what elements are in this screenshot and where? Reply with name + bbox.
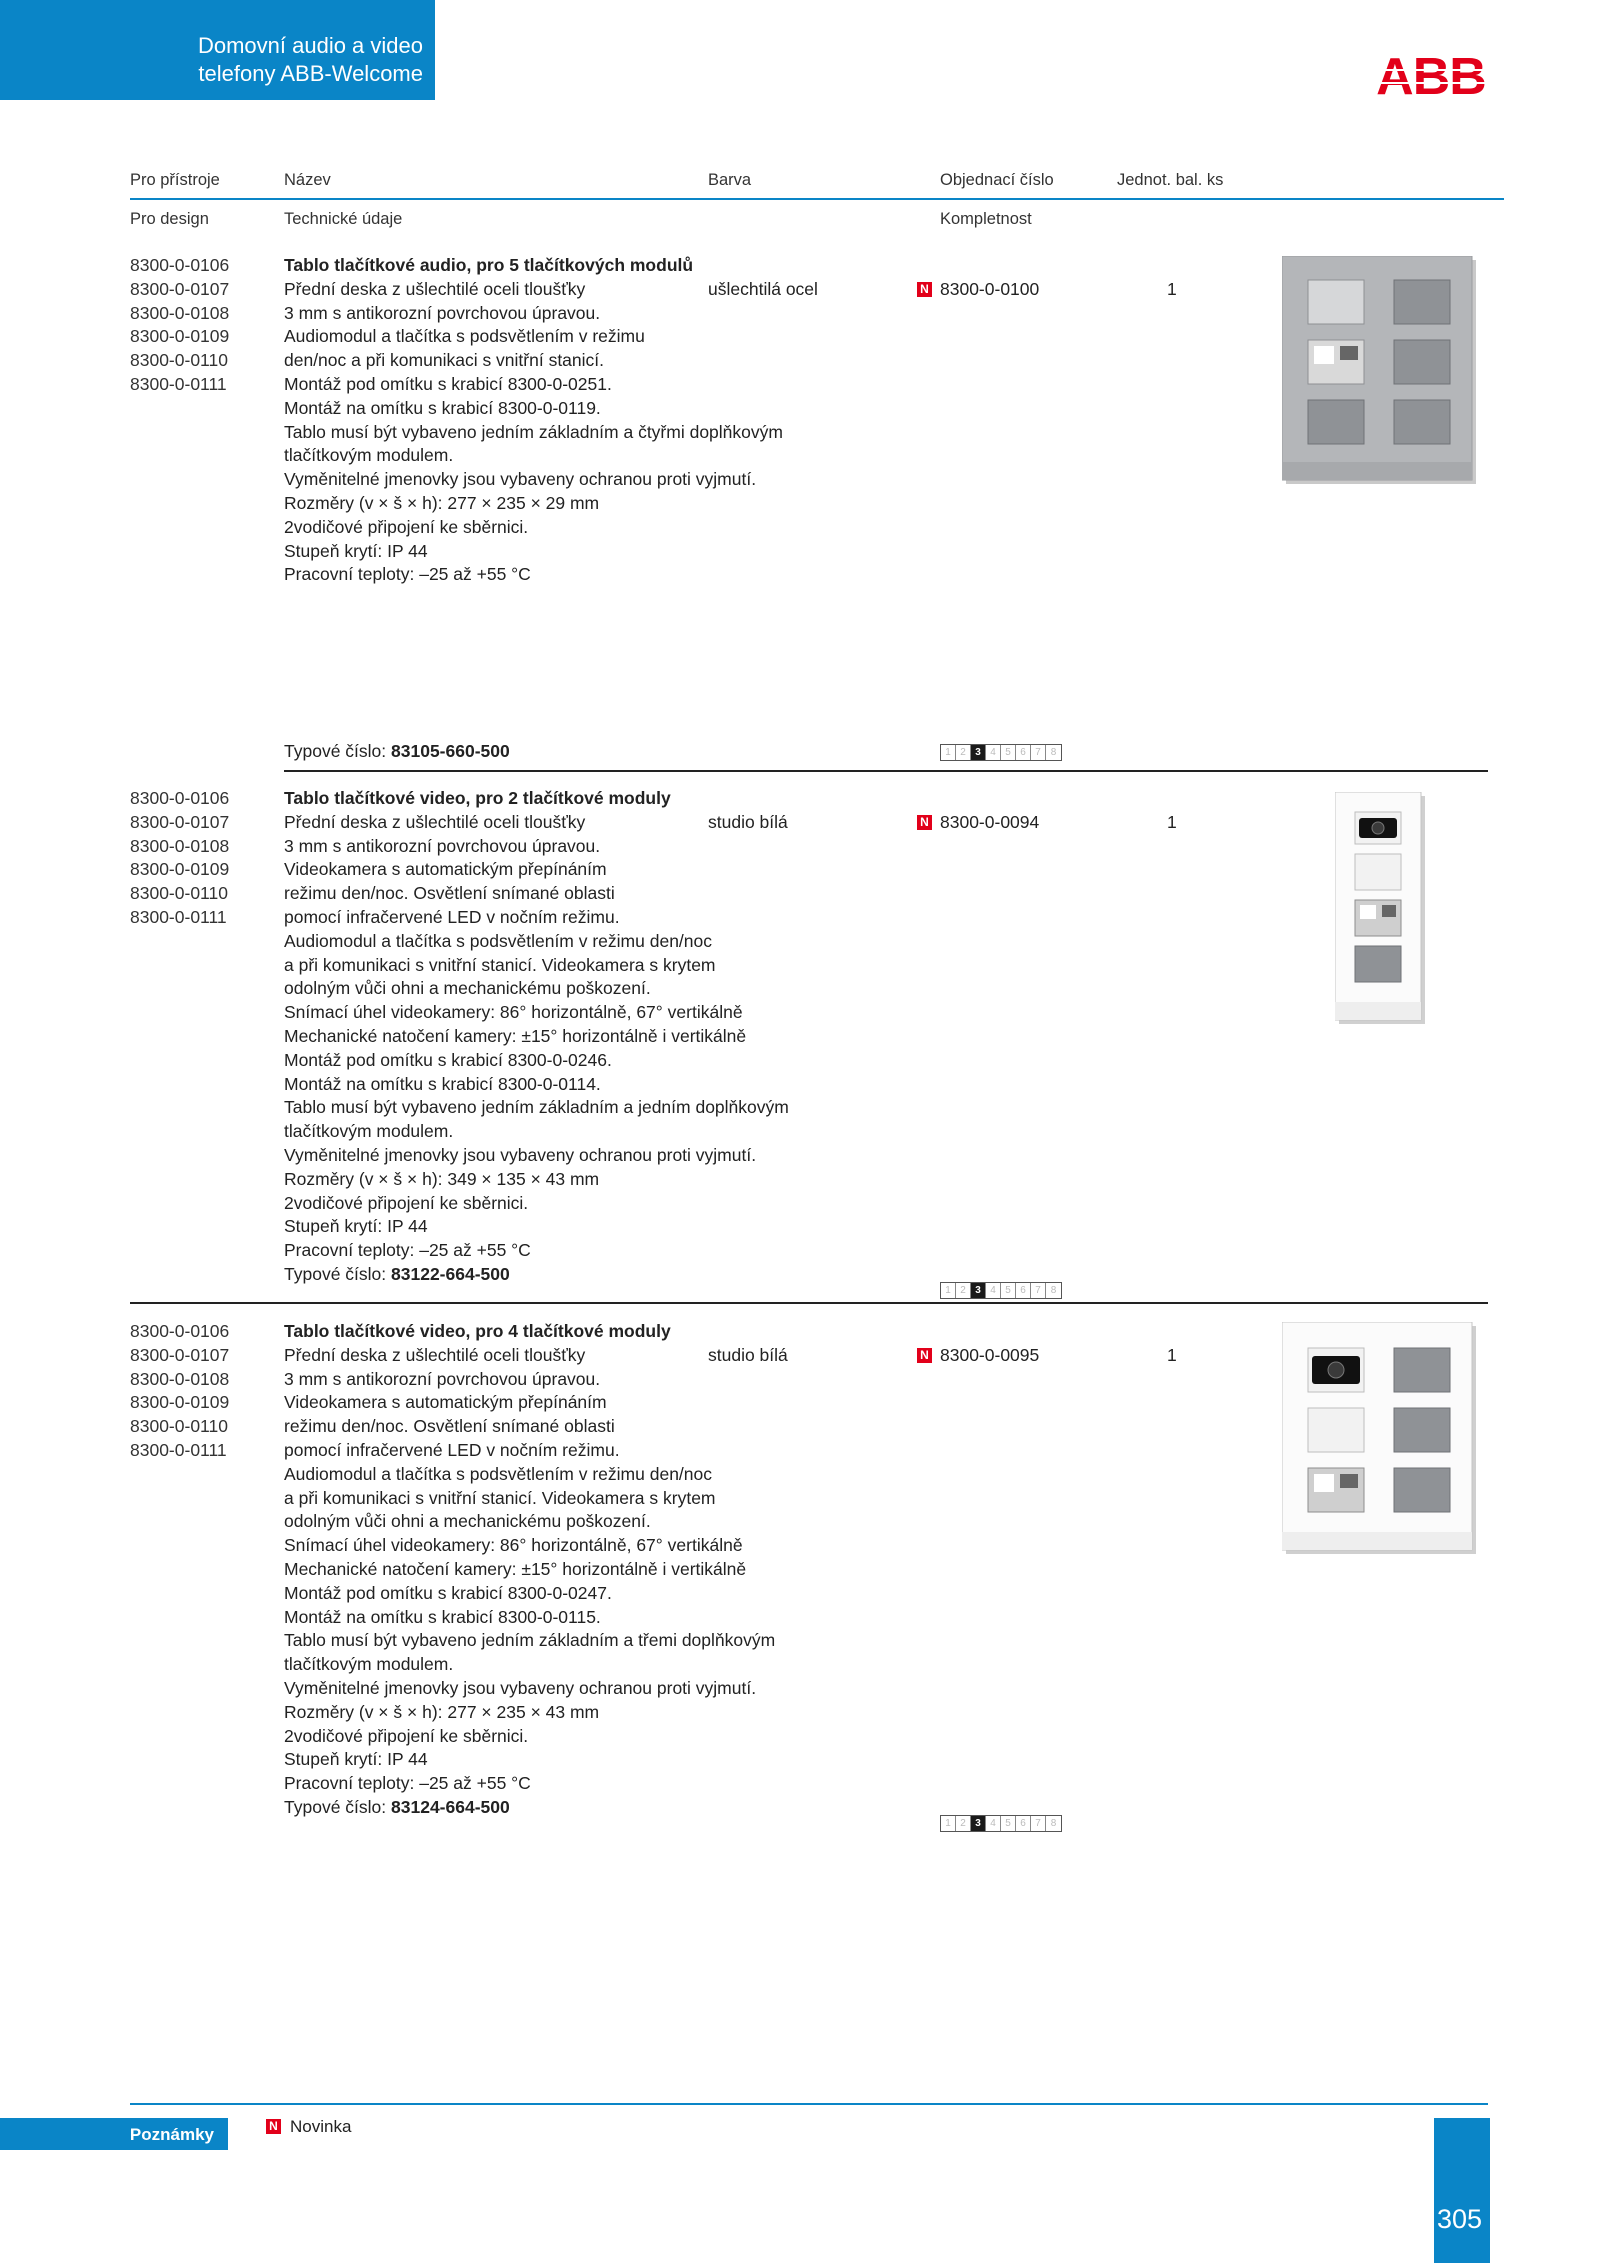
spec-line: Snímací úhel videokamery: 86° horizontálně, 67° vertikálně bbox=[284, 1535, 743, 1556]
design-code: 8300-0-0109 bbox=[130, 859, 230, 880]
spec-line: den/noc a při komunikaci s vnitřní stanicí. bbox=[284, 350, 605, 371]
spec-line: Tablo musí být vybaveno jedním základním a jedním doplňkovým bbox=[284, 1097, 789, 1118]
legend-new-text: Novinka bbox=[290, 2117, 352, 2136]
design-code: 8300-0-0111 bbox=[130, 373, 227, 394]
header-divider bbox=[130, 198, 1504, 200]
completeness-cell: 4 bbox=[986, 745, 1001, 760]
product-3-codes bbox=[130, 1320, 229, 1463]
spec-line: Montáž na omítku s krabicí 8300-0-0119. bbox=[284, 397, 601, 418]
spec-line: Tablo musí být vybaveno jedním základním a třemi doplňkovým bbox=[284, 1630, 776, 1651]
col-header-tech-data: Technické údaje bbox=[284, 210, 403, 228]
spec-line: 3 mm s antikorozní povrchovou úpravou. bbox=[284, 835, 601, 856]
completeness-cell: 4 bbox=[986, 1816, 1001, 1831]
completeness-cell: 8 bbox=[1050, 747, 1057, 758]
spec-line: Přední deska z ušlechtilé oceli tloušťky bbox=[284, 278, 586, 299]
spec-line: Montáž pod omítku s krabicí 8300-0-0251. bbox=[284, 373, 612, 394]
col-header-design: Pro design bbox=[130, 210, 209, 228]
completeness-indicator bbox=[940, 744, 1062, 761]
section-divider bbox=[130, 1302, 1488, 1304]
spec-line: Rozměry (v × š × h): 349 × 135 × 43 mm bbox=[284, 1168, 600, 1189]
spec-line: 3 mm s antikorozní povrchovou úpravou. bbox=[284, 302, 601, 323]
product-3-color: studio bílá bbox=[708, 1345, 788, 1365]
page-number-box bbox=[1434, 2118, 1490, 2263]
product-2-color: studio bílá bbox=[708, 812, 788, 832]
completeness-cell: 5 bbox=[1001, 1816, 1016, 1831]
spec-line: Rozměry (v × š × h): 277 × 235 × 29 mm bbox=[284, 492, 600, 513]
col-header-completeness: Kompletnost bbox=[940, 210, 1032, 228]
design-code: 8300-0-0111 bbox=[130, 1439, 227, 1460]
design-code: 8300-0-0110 bbox=[130, 1416, 228, 1437]
product-2-type-number bbox=[284, 1263, 789, 1287]
completeness-cell-active: 3 bbox=[971, 1816, 986, 1831]
completeness-cell: 4 bbox=[986, 1283, 1001, 1298]
product-name: Tablo tlačítkové video, pro 2 tlačítkové moduly bbox=[284, 788, 671, 808]
design-code: 8300-0-0106 bbox=[130, 788, 230, 808]
spec-line: odolným vůči ohni a mechanickému poškození. bbox=[284, 978, 651, 999]
product-3-image bbox=[1282, 1322, 1478, 1556]
spec-line: Montáž pod omítku s krabicí 8300-0-0246. bbox=[284, 1049, 612, 1070]
completeness-cell: 2 bbox=[956, 745, 971, 760]
spec-line: Montáž na omítku s krabicí 8300-0-0115. bbox=[284, 1606, 601, 1627]
spec-line: odolným vůči ohni a mechanickému poškození. bbox=[284, 1511, 651, 1532]
spec-line: Stupeň krytí: IP 44 bbox=[284, 1749, 428, 1770]
spec-line: Audiomodul a tlačítka s podsvětlením v režimu bbox=[284, 326, 645, 347]
type-value: 83122-664-500 bbox=[391, 1263, 510, 1284]
new-badge: N bbox=[917, 815, 932, 830]
spec-line: Vyměnitelné jmenovky jsou vybaveny ochranou proti vyjmutí. bbox=[284, 1144, 757, 1165]
product-2-codes bbox=[130, 787, 229, 930]
spec-line: tlačítkovým modulem. bbox=[284, 1654, 454, 1675]
spec-line: 3 mm s antikorozní povrchovou úpravou. bbox=[284, 1368, 601, 1389]
spec-line: 2vodičové připojení ke sběrnici. bbox=[284, 516, 529, 537]
col-header-pack: Jednot. bal. ks bbox=[1117, 171, 1224, 189]
page-number: 305 bbox=[1437, 2204, 1483, 2234]
spec-line: tlačítkovým modulem. bbox=[284, 1121, 454, 1142]
new-badge: N bbox=[917, 282, 932, 297]
legend-new-badge: N bbox=[266, 2119, 281, 2134]
completeness-cell: 8 bbox=[1050, 1818, 1057, 1829]
spec-line: Snímací úhel videokamery: 86° horizontálně, 67° vertikálně bbox=[284, 1002, 743, 1023]
spec-line: Montáž pod omítku s krabicí 8300-0-0247. bbox=[284, 1582, 612, 1603]
spec-line: pomocí infračervené LED v nočním režimu. bbox=[284, 906, 620, 927]
spec-line: tlačítkovým modulem. bbox=[284, 445, 454, 466]
design-code: 8300-0-0111 bbox=[130, 906, 227, 927]
design-code: 8300-0-0109 bbox=[130, 1392, 230, 1413]
product-1-pack: 1 bbox=[1167, 279, 1177, 299]
type-label: Typové číslo: bbox=[284, 1796, 387, 1817]
spec-line: 2vodičové připojení ke sběrnici. bbox=[284, 1725, 529, 1746]
completeness-cell: 7 bbox=[1031, 1283, 1046, 1298]
type-value: 83105-660-500 bbox=[391, 741, 510, 761]
new-badge: N bbox=[917, 1348, 932, 1363]
product-3-description bbox=[284, 1320, 775, 1820]
col-header-order-no: Objednací číslo bbox=[940, 171, 1054, 189]
spec-line: Mechanické natočení kamery: ±15° horizontálně i vertikálně bbox=[284, 1558, 747, 1579]
spec-line: Mechanické natočení kamery: ±15° horizontálně i vertikálně bbox=[284, 1025, 747, 1046]
spec-line: Přední deska z ušlechtilé oceli tloušťky bbox=[284, 1344, 586, 1365]
design-code: 8300-0-0108 bbox=[130, 1368, 230, 1389]
spec-line: Videokamera s automatickým přepínáním bbox=[284, 859, 607, 880]
product-2-image bbox=[1335, 792, 1427, 1026]
spec-line: režimu den/noc. Osvětlení snímané oblasti bbox=[284, 883, 615, 904]
design-code: 8300-0-0106 bbox=[130, 255, 230, 275]
spec-line: Pracovní teploty: –25 až +55 °C bbox=[284, 1240, 531, 1261]
spec-line: Stupeň krytí: IP 44 bbox=[284, 540, 428, 561]
design-code: 8300-0-0109 bbox=[130, 326, 230, 347]
design-code: 8300-0-0108 bbox=[130, 835, 230, 856]
product-2-description bbox=[284, 787, 789, 1287]
spec-line: a při komunikaci s vnitřní stanicí. Videokamera s krytem bbox=[284, 954, 716, 975]
design-code: 8300-0-0108 bbox=[130, 302, 230, 323]
completeness-cell: 1 bbox=[941, 1283, 956, 1298]
completeness-cell: 5 bbox=[1001, 1283, 1016, 1298]
spec-line: Pracovní teploty: –25 až +55 °C bbox=[284, 1773, 531, 1794]
completeness-cell: 2 bbox=[956, 1816, 971, 1831]
page-title: Domovní audio a video telefony ABB-Welcome bbox=[197, 33, 423, 86]
col-header-name: Název bbox=[284, 171, 331, 189]
spec-line: Vyměnitelné jmenovky jsou vybaveny ochranou proti vyjmutí. bbox=[284, 1677, 757, 1698]
completeness-cell-active: 3 bbox=[971, 745, 986, 760]
completeness-cell: 7 bbox=[1031, 745, 1046, 760]
design-code: 8300-0-0110 bbox=[130, 883, 228, 904]
spec-line: Pracovní teploty: –25 až +55 °C bbox=[284, 564, 531, 585]
product-name: Tablo tlačítkové audio, pro 5 tlačítkových modulů bbox=[284, 255, 694, 275]
product-1-image bbox=[1282, 256, 1478, 486]
spec-line: Tablo musí být vybaveno jedním základním a čtyřmi doplňkovým bbox=[284, 421, 783, 442]
spec-line: Stupeň krytí: IP 44 bbox=[284, 1216, 428, 1237]
completeness-cell-active: 3 bbox=[971, 1283, 986, 1298]
product-3-order-no: 8300-0-0095 bbox=[940, 1345, 1040, 1365]
spec-line: Přední deska z ušlechtilé oceli tloušťky bbox=[284, 811, 586, 832]
section-divider bbox=[284, 770, 1488, 772]
spec-line: Videokamera s automatickým přepínáním bbox=[284, 1392, 607, 1413]
product-name: Tablo tlačítkové video, pro 4 tlačítkové moduly bbox=[284, 1321, 671, 1341]
design-code: 8300-0-0107 bbox=[130, 278, 230, 299]
design-code: 8300-0-0110 bbox=[130, 350, 228, 371]
spec-line: Audiomodul a tlačítka s podsvětlením v režimu den/noc bbox=[284, 930, 712, 951]
product-3-type-number bbox=[284, 1796, 775, 1820]
col-header-devices: Pro přístroje bbox=[130, 171, 220, 189]
svg-text:ABB: ABB bbox=[1376, 50, 1486, 100]
completeness-cell: 5 bbox=[1001, 745, 1016, 760]
footer-divider bbox=[130, 2103, 1488, 2105]
completeness-cell: 7 bbox=[1031, 1816, 1046, 1831]
type-value: 83124-664-500 bbox=[391, 1796, 510, 1817]
completeness-cell: 6 bbox=[1016, 745, 1031, 760]
spec-line: režimu den/noc. Osvětlení snímané oblasti bbox=[284, 1416, 615, 1437]
completeness-cell: 2 bbox=[956, 1283, 971, 1298]
header-banner bbox=[0, 0, 435, 100]
product-2-order-no: 8300-0-0094 bbox=[940, 812, 1040, 832]
product-3-pack: 1 bbox=[1167, 1345, 1177, 1365]
spec-line: 2vodičové připojení ke sběrnici. bbox=[284, 1192, 529, 1213]
completeness-cell: 8 bbox=[1050, 1285, 1057, 1296]
spec-line: pomocí infračervené LED v nočním režimu. bbox=[284, 1439, 620, 1460]
completeness-cell: 6 bbox=[1016, 1816, 1031, 1831]
completeness-cell: 1 bbox=[941, 1816, 956, 1831]
completeness-cell: 1 bbox=[941, 745, 956, 760]
type-label: Typové číslo: bbox=[284, 741, 387, 761]
abb-logo bbox=[1374, 50, 1488, 100]
spec-line: Vyměnitelné jmenovky jsou vybaveny ochranou proti vyjmutí. bbox=[284, 469, 757, 490]
product-1-color: ušlechtilá ocel bbox=[708, 279, 818, 299]
spec-line: Montáž na omítku s krabicí 8300-0-0114. bbox=[284, 1073, 601, 1094]
product-1-order-no: 8300-0-0100 bbox=[940, 279, 1040, 299]
completeness-indicator bbox=[940, 1282, 1062, 1299]
col-header-color: Barva bbox=[708, 171, 752, 189]
spec-line: Audiomodul a tlačítka s podsvětlením v režimu den/noc bbox=[284, 1463, 712, 1484]
product-1-codes bbox=[130, 254, 229, 397]
type-label: Typové číslo: bbox=[284, 1263, 387, 1284]
design-code: 8300-0-0107 bbox=[130, 1344, 230, 1365]
notes-label: Poznámky bbox=[129, 2125, 214, 2144]
product-1-type-number bbox=[284, 740, 510, 764]
design-code: 8300-0-0107 bbox=[130, 811, 230, 832]
product-1-description bbox=[284, 254, 783, 587]
spec-line: a při komunikaci s vnitřní stanicí. Videokamera s krytem bbox=[284, 1487, 716, 1508]
design-code: 8300-0-0106 bbox=[130, 1321, 230, 1341]
spec-line: Rozměry (v × š × h): 277 × 235 × 43 mm bbox=[284, 1701, 600, 1722]
product-2-pack: 1 bbox=[1167, 812, 1177, 832]
completeness-cell: 6 bbox=[1016, 1283, 1031, 1298]
completeness-indicator bbox=[940, 1815, 1062, 1832]
notes-tab bbox=[0, 2118, 228, 2150]
